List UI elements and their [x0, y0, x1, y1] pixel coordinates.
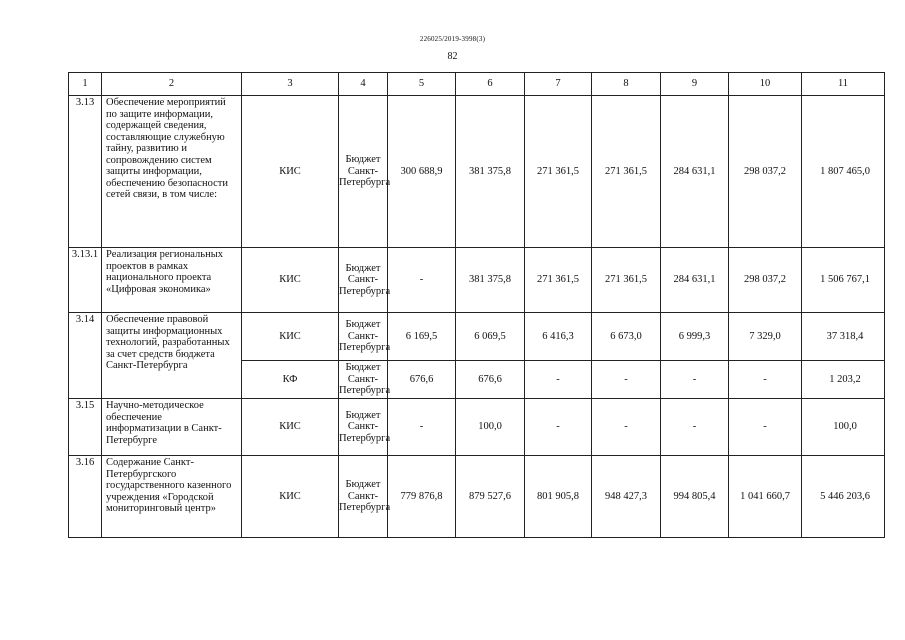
row-funding-source: Бюджет Санкт-Петербурга — [339, 313, 388, 361]
row-value: 801 905,8 — [525, 456, 592, 538]
row-value: 948 427,3 — [592, 456, 661, 538]
row-funding-source: Бюджет Санкт-Петербурга — [339, 399, 388, 456]
row-value: 6 069,5 — [456, 313, 525, 361]
row-total: 1 807 465,0 — [802, 96, 885, 248]
column-header: 8 — [592, 73, 661, 96]
table-row — [69, 96, 885, 248]
row-total: 5 446 203,6 — [802, 456, 885, 538]
row-value: 298 037,2 — [729, 96, 802, 248]
row-value: 381 375,8 — [456, 248, 525, 313]
row-value: 298 037,2 — [729, 248, 802, 313]
row-value: 271 361,5 — [525, 96, 592, 248]
table-row — [69, 456, 885, 538]
table-row — [69, 248, 885, 313]
row-description: Реализация региональных проектов в рамках национального проекта «Цифровая экономика» — [102, 248, 242, 313]
row-value: 7 329,0 — [729, 313, 802, 361]
financing-table — [68, 72, 885, 538]
row-administrator: КИС — [242, 313, 339, 361]
row-administrator: КФ — [242, 361, 339, 399]
row-value: 1 041 660,7 — [729, 456, 802, 538]
row-funding-source: Бюджет Санкт-Петербурга — [339, 248, 388, 313]
column-header: 11 — [802, 73, 885, 96]
row-number: 3.15 — [69, 399, 102, 456]
row-administrator: КИС — [242, 399, 339, 456]
row-value: 381 375,8 — [456, 96, 525, 248]
column-header: 10 — [729, 73, 802, 96]
row-value: - — [661, 399, 729, 456]
row-value: - — [525, 399, 592, 456]
row-value: - — [592, 399, 661, 456]
row-funding-source: Бюджет Санкт-Петербурга — [339, 361, 388, 399]
row-description: Научно-методическое обеспечение информатизации в Санкт-Петербурге — [102, 399, 242, 456]
column-header: 2 — [102, 73, 242, 96]
row-value: 879 527,6 — [456, 456, 525, 538]
row-total: 1 203,2 — [802, 361, 885, 399]
row-funding-source: Бюджет Санкт-Петербурга — [339, 96, 388, 248]
row-value: - — [729, 399, 802, 456]
row-value: 779 876,8 — [388, 456, 456, 538]
row-number: 3.14 — [69, 313, 102, 399]
row-value: - — [661, 361, 729, 399]
row-value: 994 805,4 — [661, 456, 729, 538]
row-value: - — [388, 399, 456, 456]
row-value: - — [729, 361, 802, 399]
row-value: 676,6 — [456, 361, 525, 399]
row-administrator: КИС — [242, 248, 339, 313]
document-registration-number: 226025/2019-3998(3) — [419, 35, 486, 43]
row-value: 676,6 — [388, 361, 456, 399]
row-value: 6 673,0 — [592, 313, 661, 361]
column-header: 3 — [242, 73, 339, 96]
row-description: Обеспечение мероприятий по защите информации, содержащей сведения, составляющие служебную тайну, развитию и сопровождению систем защиты информации, обеспечению безопасности сетей связи, в том числе: — [102, 96, 242, 248]
row-value: - — [592, 361, 661, 399]
row-description: Обеспечение правовой защиты информационных технологий, разработанных за счет средств бюджета Санкт-Петербурга — [102, 313, 242, 399]
row-value: - — [525, 361, 592, 399]
page-number: 82 — [447, 51, 458, 62]
row-value: 284 631,1 — [661, 248, 729, 313]
row-value: 6 416,3 — [525, 313, 592, 361]
row-value: 6 999,3 — [661, 313, 729, 361]
column-header: 9 — [661, 73, 729, 96]
row-administrator: КИС — [242, 96, 339, 248]
row-number: 3.13 — [69, 96, 102, 248]
row-total: 1 506 767,1 — [802, 248, 885, 313]
row-value: 271 361,5 — [592, 248, 661, 313]
column-header: 7 — [525, 73, 592, 96]
row-number: 3.16 — [69, 456, 102, 538]
column-header: 6 — [456, 73, 525, 96]
table-row — [69, 399, 885, 456]
row-number: 3.13.1 — [69, 248, 102, 313]
row-value: 300 688,9 — [388, 96, 456, 248]
row-description: Содержание Санкт-Петербургского государственного казенного учреждения «Городской мониторинговый центр» — [102, 456, 242, 538]
row-value: 6 169,5 — [388, 313, 456, 361]
column-header: 4 — [339, 73, 388, 96]
row-value: 271 361,5 — [592, 96, 661, 248]
row-value: 284 631,1 — [661, 96, 729, 248]
column-header: 1 — [69, 73, 102, 96]
row-value: - — [388, 248, 456, 313]
column-header: 5 — [388, 73, 456, 96]
row-total: 37 318,4 — [802, 313, 885, 361]
table-row — [69, 313, 885, 361]
row-value: 271 361,5 — [525, 248, 592, 313]
row-funding-source: Бюджет Санкт-Петербурга — [339, 456, 388, 538]
row-total: 100,0 — [802, 399, 885, 456]
row-administrator: КИС — [242, 456, 339, 538]
row-value: 100,0 — [456, 399, 525, 456]
table-header-row — [69, 73, 885, 96]
